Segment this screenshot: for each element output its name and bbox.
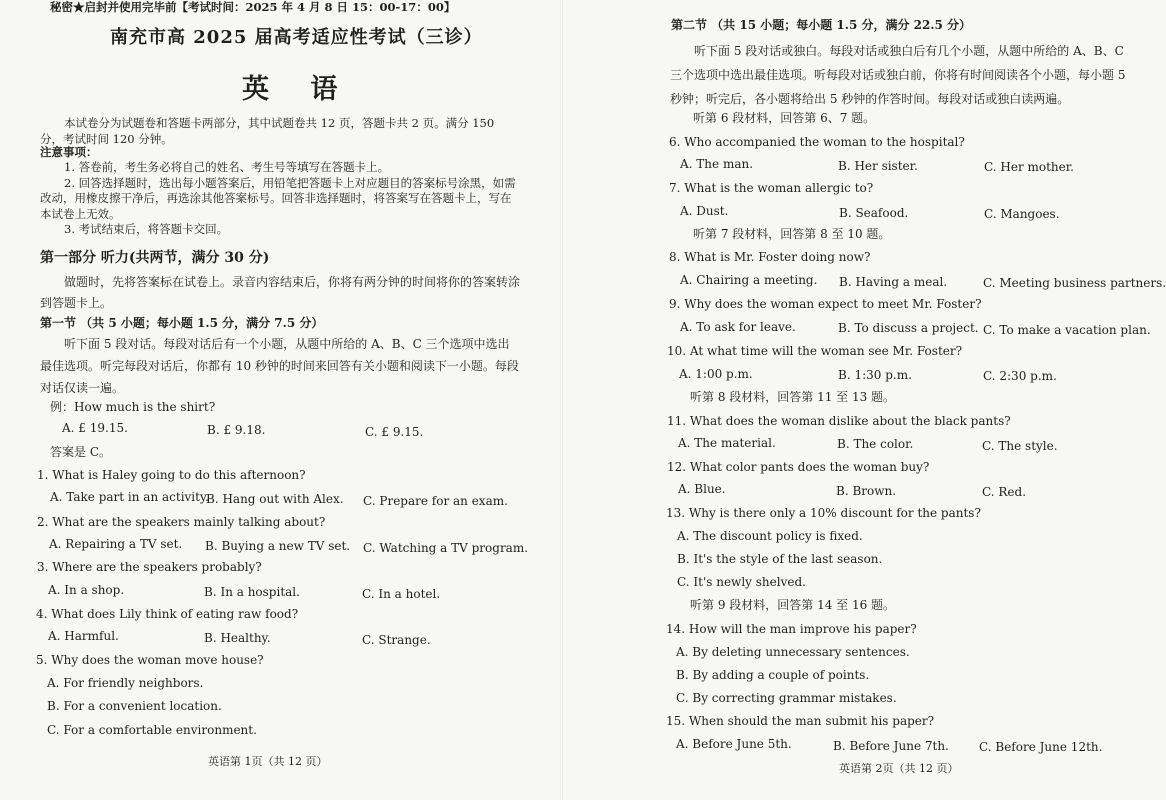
exam-title: 南充市高 2025 届高考适应性考试（三诊） xyxy=(110,27,483,48)
q11-option-c: C. The style. xyxy=(982,439,1058,453)
question-11: 11. What does the woman dislike about the black pants? xyxy=(667,414,1011,428)
question-10: 10. At what time will the woman see Mr. Foster? xyxy=(667,344,963,358)
q15-option-a: A. Before June 5th. xyxy=(676,737,792,751)
page-1 xyxy=(0,0,560,800)
q14-option-b: B. By adding a couple of points. xyxy=(676,668,870,682)
note-item: 2. 回答选择题时，选出每小题答案后，用铅笔把答题卡上对应题目的答案标号涂黑，如需改动，用橡皮擦干净后，再选涂其他答案标号。回答非选择题时，将答案写在答题卡上，写在本试卷上无效。 xyxy=(40,175,516,221)
question-5: 5. Why does the woman move house? xyxy=(36,653,264,667)
page-footer: 英语第 1页（共 12 页） xyxy=(208,755,328,768)
q12-option-c: C. Red. xyxy=(982,485,1027,499)
q15-option-b: B. Before June 7th. xyxy=(833,739,949,753)
q13-option-a: A. The discount policy is fixed. xyxy=(677,529,863,543)
q7-option-b: B. Seafood. xyxy=(839,206,909,220)
q3-option-c: C. In a hotel. xyxy=(362,587,441,601)
section-one-title: 第一节 （共 5 小题；每小题 1.5 分，满分 7.5 分） xyxy=(40,316,324,330)
q2-option-c: C. Watching a TV program. xyxy=(363,541,529,555)
q2-option-b: B. Buying a new TV set. xyxy=(205,539,351,553)
section-two-directions: 听下面 5 段对话或独白。每段对话或独白后有几个小题，从题中所给的 A、B、C 三个选项中选出最佳选项。听每段对话或独白前，你将有时间阅读各个小题，每小题 5 秒钟；听完后，各小题将给出 5 秒钟的作答时间。每段对话或独白读两遍。 xyxy=(670,44,1126,106)
q11-option-b: B. The color. xyxy=(837,437,914,451)
notes-title: 注意事项： xyxy=(40,145,98,159)
notes-list xyxy=(40,160,522,238)
example-option-c: C. £ 9.15. xyxy=(365,425,424,439)
question-2: 2. What are the speakers mainly talking about? xyxy=(37,515,326,529)
q12-option-a: A. Blue. xyxy=(678,482,726,496)
q5-option-c: C. For a comfortable environment. xyxy=(47,723,257,737)
q4-option-c: C. Strange. xyxy=(362,633,431,647)
question-6: 6. Who accompanied the woman to the hospital? xyxy=(669,135,965,149)
q4-option-a: A. Harmful. xyxy=(48,629,119,643)
question-8: 8. What is Mr. Foster doing now? xyxy=(669,250,871,264)
q10-option-c: C. 2:30 p.m. xyxy=(983,369,1057,383)
q6-option-b: B. Her sister. xyxy=(838,159,918,173)
section-two-title: 第二节 （共 15 小题；每小题 1.5 分，满分 22.5 分） xyxy=(671,18,972,32)
question-15: 15. When should the man submit his paper? xyxy=(666,714,935,728)
q6-option-c: C. Her mother. xyxy=(984,160,1074,174)
material-9-note: 听第 9 段材料，回答第 14 至 16 题。 xyxy=(690,598,896,612)
exam-intro: 本试卷分为试题卷和答题卡两部分，其中试题卷共 12 页，答题卡共 2 页。满分 150 分，考试时间 120 分钟。 xyxy=(40,116,495,146)
q3-option-a: A. In a shop. xyxy=(48,583,125,597)
q10-option-a: A. 1:00 p.m. xyxy=(679,367,753,381)
example-option-b: B. £ 9.18. xyxy=(207,423,266,437)
example-question: 例：How much is the shirt? xyxy=(50,400,216,414)
q8-option-a: A. Chairing a meeting. xyxy=(680,273,818,287)
material-6-note: 听第 6 段材料，回答第 6、7 题。 xyxy=(693,111,876,125)
q4-option-b: B. Healthy. xyxy=(204,631,271,645)
q1-option-a: A. Take part in an activity. xyxy=(50,490,209,504)
q5-option-b: B. For a convenient location. xyxy=(47,699,222,713)
q3-option-b: B. In a hospital. xyxy=(204,585,300,599)
example-option-a: A. £ 19.15. xyxy=(62,421,128,435)
page-footer: 英语第 2页（共 12 页） xyxy=(839,762,959,775)
subject-title: 英 语 xyxy=(242,74,354,105)
question-3: 3. Where are the speakers probably? xyxy=(37,560,262,574)
question-12: 12. What color pants does the woman buy? xyxy=(667,460,930,474)
q15-option-c: C. Before June 12th. xyxy=(979,740,1103,754)
q10-option-b: B. 1:30 p.m. xyxy=(838,368,912,382)
question-9: 9. Why does the woman expect to meet Mr. Foster? xyxy=(669,297,982,311)
q7-option-a: A. Dust. xyxy=(680,204,729,218)
note-item: 3. 考试结束后，将答题卡交回。 xyxy=(64,222,229,236)
confidential-note: 秘密★启封并使用完毕前【考试时间：2025 年 4 月 8 日 15：00-17：00】 xyxy=(50,0,456,14)
q8-option-c: C. Meeting business partners. xyxy=(983,276,1166,290)
note-item: 1. 答卷前，考生务必将自己的姓名、考生号等填写在答题卡上。 xyxy=(64,160,390,174)
question-4: 4. What does Lily think of eating raw food? xyxy=(36,607,299,621)
q9-option-a: A. To ask for leave. xyxy=(680,320,796,334)
page-2 xyxy=(563,0,1166,800)
q14-option-c: C. By correcting grammar mistakes. xyxy=(676,691,897,705)
q6-option-a: A. The man. xyxy=(680,157,754,171)
question-1: 1. What is Haley going to do this afternoon? xyxy=(37,468,306,482)
q12-option-b: B. Brown. xyxy=(836,484,897,498)
part-one-directions: 做题时，先将答案标在试卷上。录音内容结束后，你将有两分钟的时间将你的答案转涂到答题卡上。 xyxy=(40,275,521,310)
material-8-note: 听第 8 段材料，回答第 11 至 13 题。 xyxy=(690,390,896,404)
q2-option-a: A. Repairing a TV set. xyxy=(49,537,183,551)
q7-option-c: C. Mangoes. xyxy=(984,207,1060,221)
q1-option-b: B. Hang out with Alex. xyxy=(206,492,344,506)
question-14: 14. How will the man improve his paper? xyxy=(666,622,917,636)
q1-option-c: C. Prepare for an exam. xyxy=(363,494,508,508)
q9-option-c: C. To make a vacation plan. xyxy=(983,323,1151,337)
material-7-note: 听第 7 段材料，回答第 8 至 10 题。 xyxy=(693,227,891,241)
q9-option-b: B. To discuss a project. xyxy=(838,321,979,335)
q8-option-b: B. Having a meal. xyxy=(839,275,948,289)
example-answer: 答案是 C。 xyxy=(50,445,111,459)
part-one-title: 第一部分 听力(共两节，满分 30 分) xyxy=(40,250,270,266)
section-one-directions: 听下面 5 段对话。每段对话后有一个小题，从题中所给的 A、B、C 三个选项中选出最佳选项。听完每段对话后，你都有 10 秒钟的时间来回答有关小题和阅读下一小题。每段对话仅读一遍。 xyxy=(40,337,519,395)
question-13: 13. Why is there only a 10% discount for the pants? xyxy=(666,506,981,520)
q13-option-c: C. It's newly shelved. xyxy=(677,575,806,589)
q14-option-a: A. By deleting unnecessary sentences. xyxy=(676,645,910,659)
q13-option-b: B. It's the style of the last season. xyxy=(677,552,883,566)
question-7: 7. What is the woman allergic to? xyxy=(669,181,874,195)
q11-option-a: A. The material. xyxy=(678,436,776,450)
q5-option-a: A. For friendly neighbors. xyxy=(47,676,204,690)
